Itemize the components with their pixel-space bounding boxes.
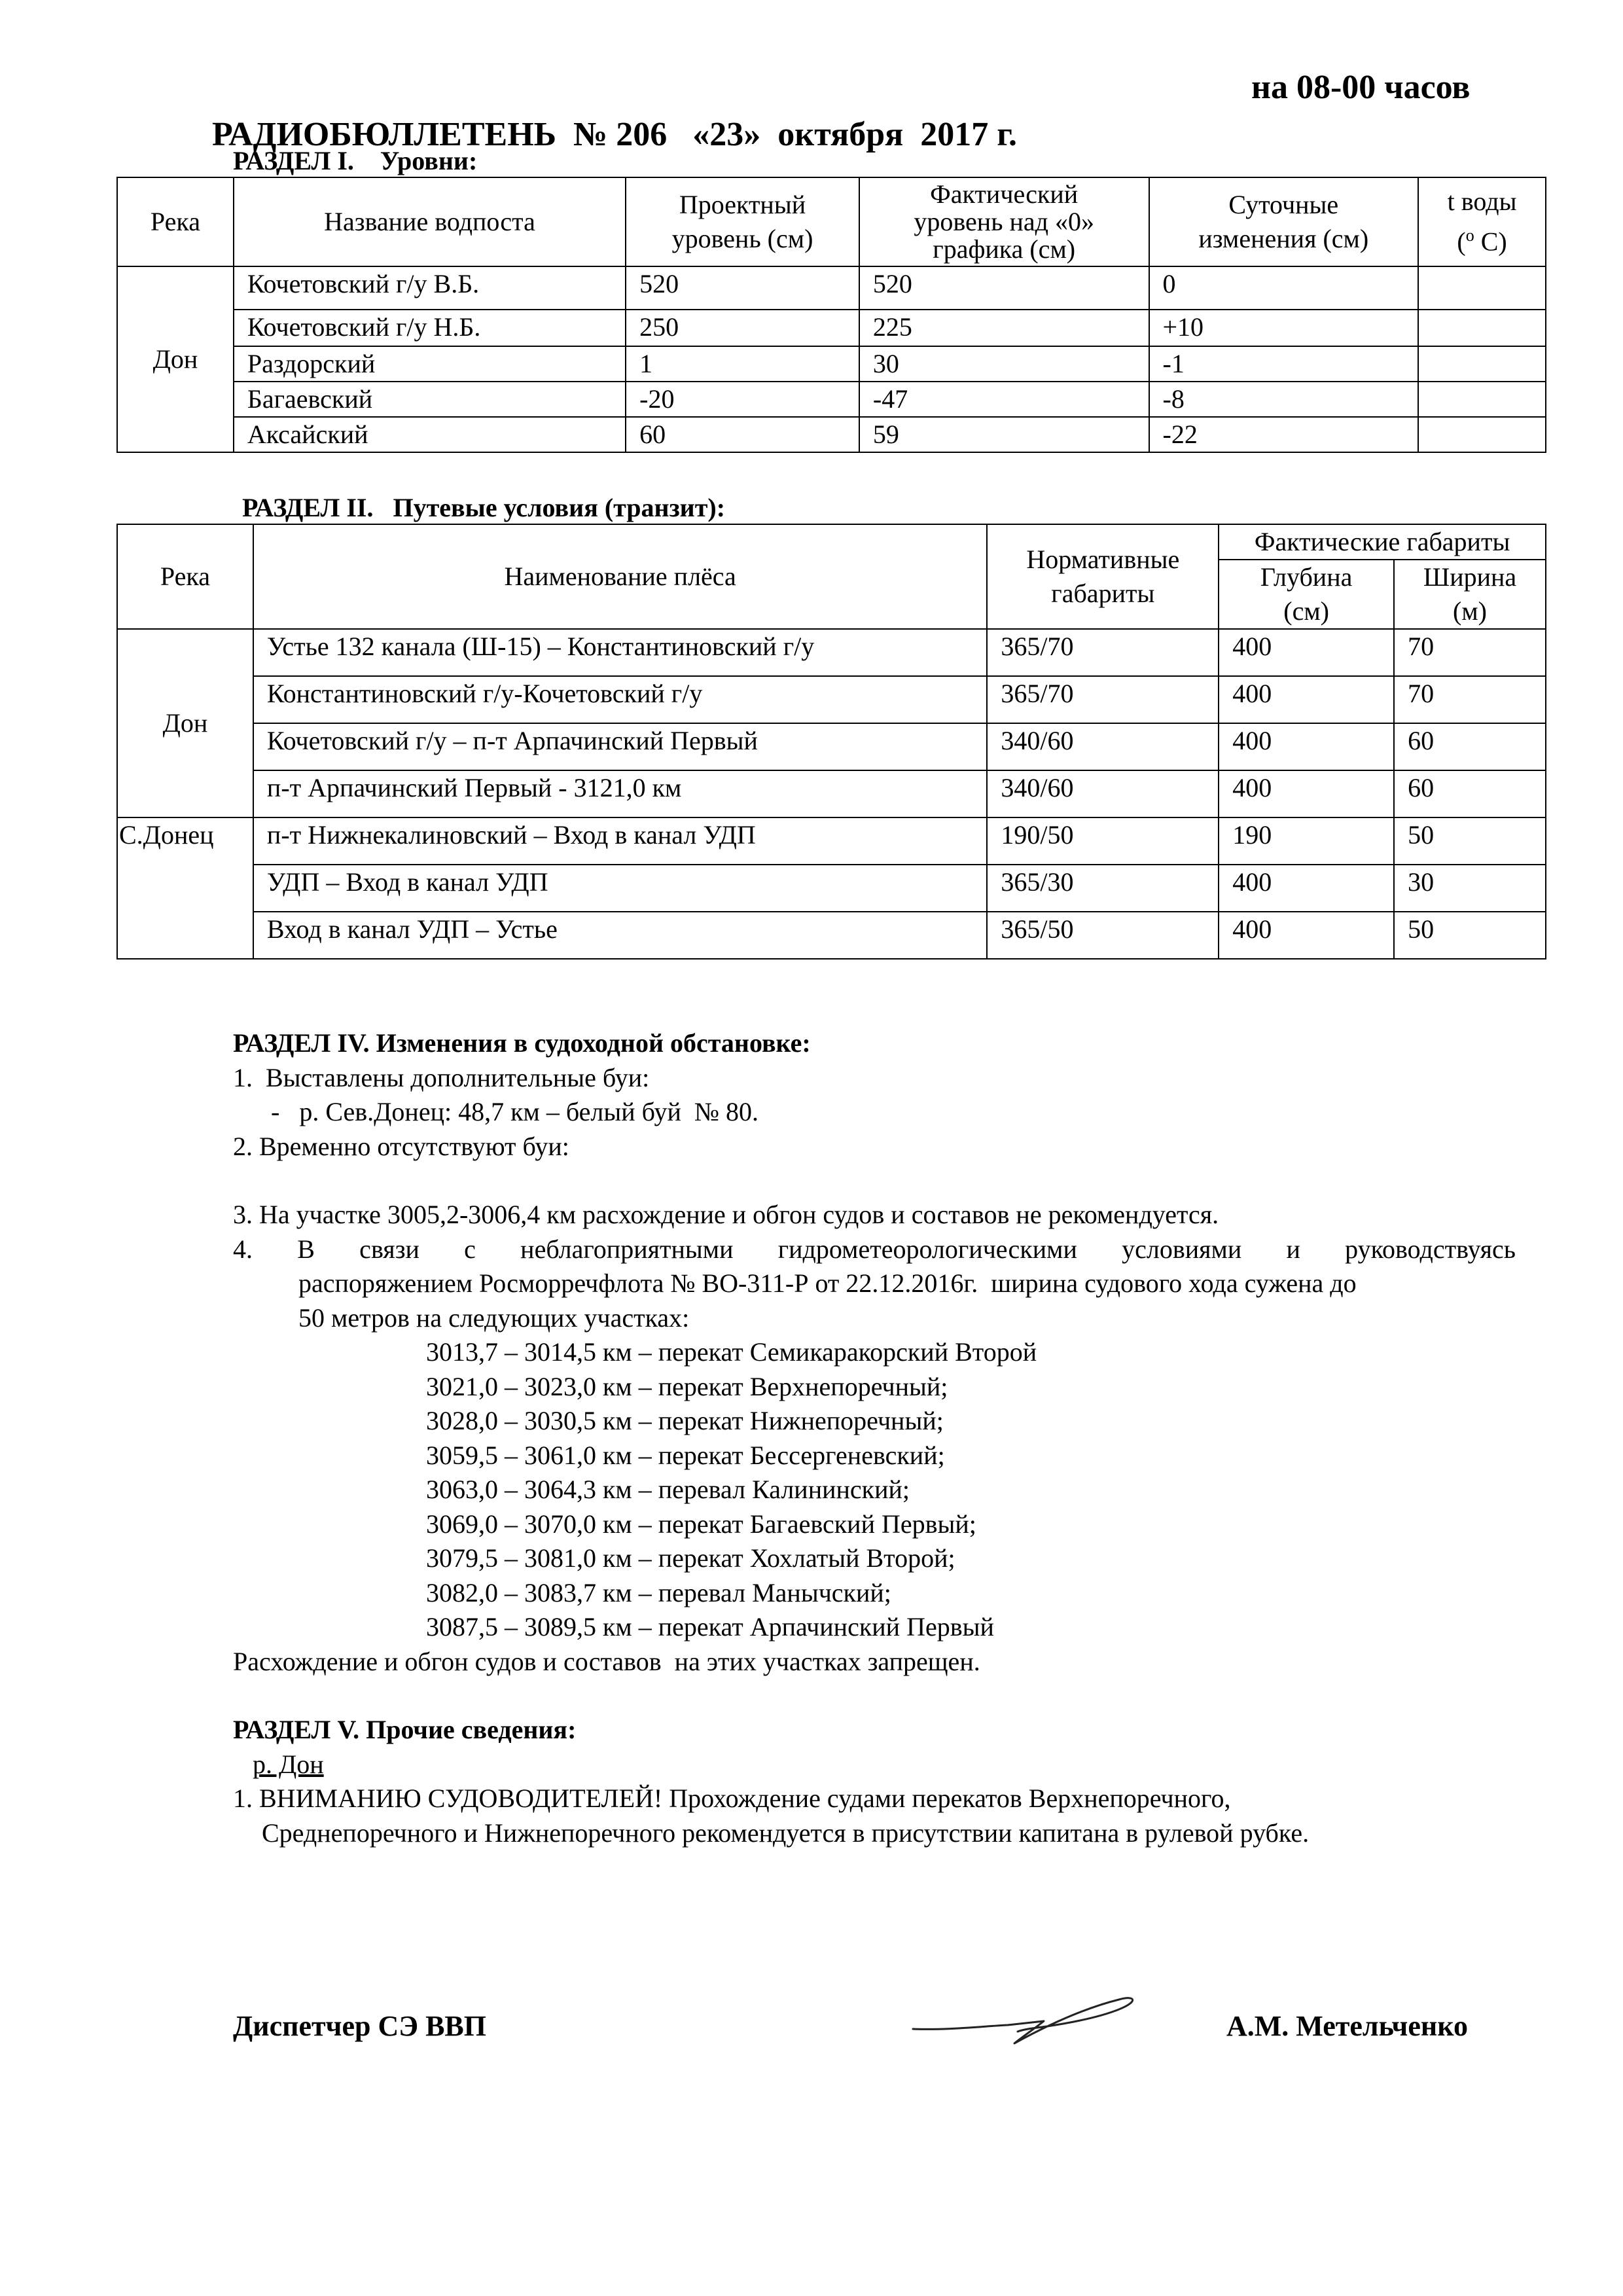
range-item: 3059,5 – 3061,0 км – перекат Бессергеневский; [426, 1440, 945, 1470]
col-temp: t воды ($^o$ C) [1418, 177, 1546, 266]
range-item: 3082,0 – 3083,7 км – перевал Манычский; [426, 1577, 891, 1607]
col-post: Название водпоста [234, 177, 626, 266]
river-label: р. Дон [253, 1749, 324, 1779]
list-item: 1. ВНИМАНИЮ СУДОВОДИТЕЛЕЙ! Прохождение судами перекатов Верхнепоречного, [233, 1784, 1231, 1813]
transit-table [116, 524, 1546, 960]
river-cell: Дон [117, 266, 234, 452]
table-row: Раздорский 1 30 -1 [117, 346, 1546, 382]
range-item: 3063,0 – 3064,3 км – перевал Калининский; [426, 1475, 910, 1504]
col-norm: Нормативные габариты [987, 524, 1219, 629]
list-item: 2. Временно отсутствуют буи: [233, 1131, 569, 1161]
col-width: Ширина (м) [1394, 560, 1546, 629]
table-row: Кочетовский г/у Н.Б. 250 225 +10 [117, 310, 1546, 346]
table-row: Вход в канал УДП – Устье 365/50 400 50 [117, 912, 1546, 959]
range-item: 3021,0 – 3023,0 км – перекат Верхнепоречный; [426, 1371, 948, 1401]
range-item: 3087,5 – 3089,5 км – перекат Арпачинский Первый [426, 1612, 994, 1641]
table-row: С.Донец п-т Нижнекалиновский – Вход в канал УДП 190/50 190 50 [117, 817, 1546, 865]
range-item: 3069,0 – 3070,0 км – перекат Багаевский Первый; [426, 1509, 976, 1539]
section1-heading: РАЗДЕЛ I. Уровни: [233, 146, 478, 175]
col-actual-dims: Фактические габариты [1219, 524, 1546, 560]
section4-heading: РАЗДЕЛ IV. Изменения в судоходной обстановке: [233, 1028, 811, 1058]
section2-heading: РАЗДЕЛ II. Путевые условия (транзит): [242, 493, 726, 522]
list-item: 4. В связи с неблагоприятными гидрометеорологическими условиями и руководствуясь [233, 1234, 1516, 1264]
list-item: 1. Выставлены дополнительные буи: [233, 1062, 650, 1092]
table-row: Дон Устье 132 канала (Ш-15) – Константиновский г/у 365/70 400 70 [117, 629, 1546, 676]
list-item: Среднепоречного и Нижнепоречного рекомендуется в присутствии капитана в рулевой рубке. [262, 1818, 1310, 1848]
closing-text: Расхождение и обгон судов и составов на этих участках запрещен. [233, 1646, 980, 1676]
col-design: Проектный уровень (см) [626, 177, 859, 266]
notices-body [233, 1026, 1516, 1850]
table-row: Константиновский г/у-Кочетовский г/у 365/70 400 70 [117, 676, 1546, 723]
list-item: 50 метров на следующих участках: [298, 1302, 690, 1333]
col-daily: Суточные изменения (см) [1149, 177, 1419, 266]
col-actual: Фактический уровень над «0» графика (см) [859, 177, 1149, 266]
col-reach: Наименование плёса [253, 524, 988, 629]
levels-table [116, 177, 1546, 453]
table-row: УДП – Вход в канал УДП 365/30 400 30 [117, 865, 1546, 912]
title-time: на 08-00 часов [1251, 69, 1471, 106]
range-item: 3079,5 – 3081,0 км – перекат Хохлатый Второй; [426, 1543, 955, 1573]
section5-heading: РАЗДЕЛ V. Прочие сведения: [233, 1715, 577, 1744]
table-row: Дон Кочетовский г/у В.Б. 520 520 0 [117, 266, 1546, 310]
river-cell: С.Донец [117, 817, 253, 959]
table-row: Аксайский 60 59 -22 [117, 417, 1546, 452]
col-depth: Глубина (см) [1219, 560, 1394, 629]
levels-header-row [117, 177, 1546, 266]
title-text: РАДИОБЮЛЛЕТЕНЬ № 206 «23» октября 2017 г. [212, 116, 1018, 153]
river-cell: Дон [117, 629, 253, 817]
blank-line [233, 1164, 1516, 1198]
col-river: Река [117, 177, 234, 266]
table-row: Кочетовский г/у – п-т Арпачинский Первый 340/60 400 60 [117, 723, 1546, 770]
list-item: - р. Сев.Донец: 48,7 км – белый буй № 80. [271, 1097, 759, 1126]
footer-position: Диспетчер СЭ ВВП [233, 2010, 486, 2042]
list-item: распоряжением Росморречфлота № ВО-311-Р от 22.12.2016г. ширина судового хода сужена до [298, 1268, 1357, 1298]
table-row: Багаевский -20 -47 -8 [117, 382, 1546, 417]
list-item: 3. На участке 3005,2-3006,4 км расхождение и обгон судов и составов не рекомендуется. [233, 1200, 1219, 1229]
blank-line [233, 1679, 1516, 1713]
range-item: 3013,7 – 3014,5 км – перекат Семикаракорский Второй [426, 1337, 1037, 1367]
signature [910, 1983, 1145, 2055]
transit-header-row [117, 524, 1546, 560]
range-item: 3028,0 – 3030,5 км – перекат Нижнепоречный; [426, 1406, 944, 1435]
footer-name: А.М. Метельченко [1226, 2010, 1468, 2042]
col-river: Река [117, 524, 253, 629]
table-row: п-т Арпачинский Первый - 3121,0 км 340/60 400 60 [117, 770, 1546, 817]
